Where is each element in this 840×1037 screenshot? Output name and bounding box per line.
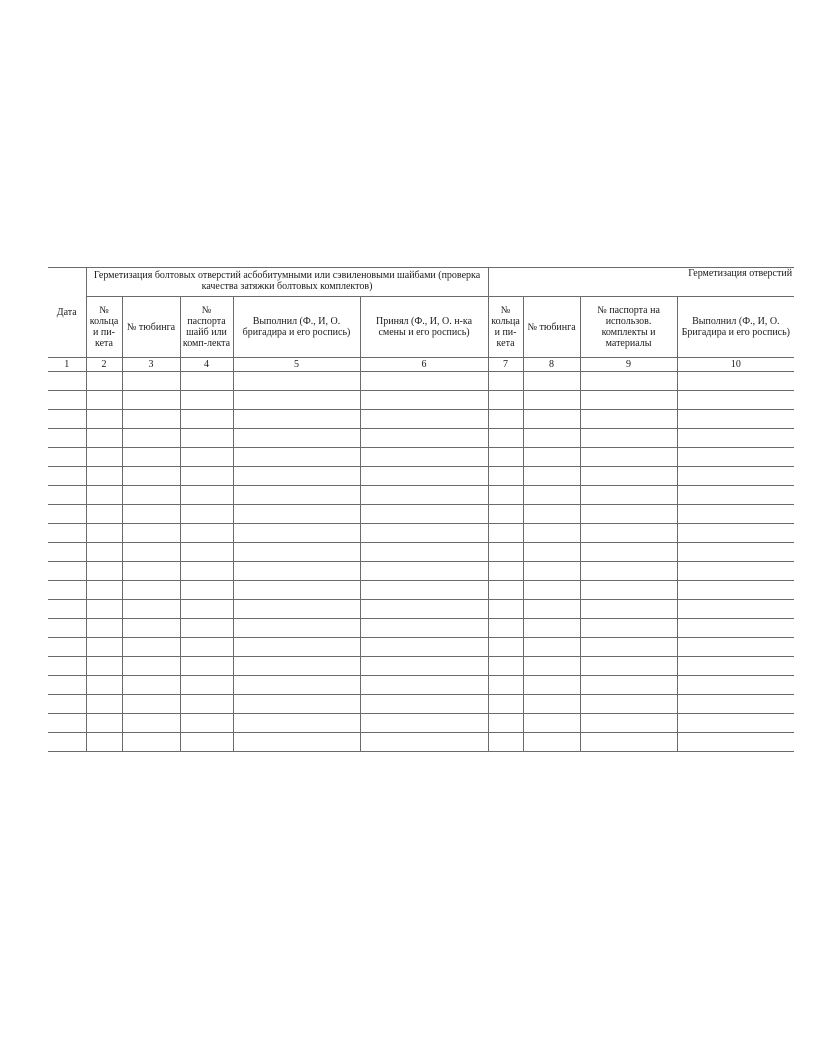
table-cell[interactable] (48, 486, 86, 505)
table-cell[interactable] (488, 657, 523, 676)
table-cell[interactable] (677, 486, 794, 505)
table-cell[interactable] (360, 524, 488, 543)
table-cell[interactable] (233, 657, 360, 676)
header-washer-passport: № паспорта шайб или комп-лекта (180, 297, 233, 358)
table-cell[interactable] (360, 410, 488, 429)
header-date: Дата (48, 268, 86, 358)
table-cell[interactable] (180, 429, 233, 448)
table-cell[interactable] (122, 695, 180, 714)
table-cell[interactable] (488, 524, 523, 543)
table-cell[interactable] (233, 676, 360, 695)
table-cell[interactable] (580, 581, 677, 600)
table-row (48, 410, 794, 429)
table-cell[interactable] (677, 638, 794, 657)
table-cell[interactable] (677, 467, 794, 486)
table-row (48, 486, 794, 505)
table-cell[interactable] (523, 638, 580, 657)
table-row (48, 676, 794, 695)
table-cell[interactable] (360, 676, 488, 695)
table-cell[interactable] (233, 429, 360, 448)
column-number: 8 (523, 358, 580, 372)
table-row (48, 733, 794, 752)
table-cell[interactable] (488, 562, 523, 581)
table-cell[interactable] (523, 543, 580, 562)
table-cell[interactable] (523, 372, 580, 391)
table-cell[interactable] (677, 714, 794, 733)
table-cell[interactable] (523, 410, 580, 429)
table-cell[interactable] (233, 372, 360, 391)
table-cell[interactable] (677, 676, 794, 695)
table-cell[interactable] (523, 562, 580, 581)
table-cell[interactable] (86, 486, 122, 505)
table-cell[interactable] (48, 448, 86, 467)
table-row (48, 638, 794, 657)
table-cell[interactable] (580, 372, 677, 391)
column-number: 1 (48, 358, 86, 372)
table-cell[interactable] (677, 695, 794, 714)
table-cell[interactable] (180, 543, 233, 562)
table-row (48, 581, 794, 600)
column-number: 10 (677, 358, 794, 372)
table-cell[interactable] (48, 600, 86, 619)
header-materials-passport: № паспорта на использов. комплекты и материалы (580, 297, 677, 358)
table-cell[interactable] (233, 562, 360, 581)
table-cell[interactable] (523, 505, 580, 524)
table-cell[interactable] (523, 391, 580, 410)
table-cell[interactable] (677, 543, 794, 562)
table-cell[interactable] (523, 486, 580, 505)
table-cell[interactable] (48, 714, 86, 733)
table-row (48, 714, 794, 733)
table-cell[interactable] (677, 733, 794, 752)
table-cell[interactable] (48, 410, 86, 429)
table-cell[interactable] (580, 429, 677, 448)
table-cell[interactable] (180, 676, 233, 695)
table-cell[interactable] (180, 505, 233, 524)
table-cell[interactable] (233, 486, 360, 505)
table-row (48, 619, 794, 638)
table-cell[interactable] (86, 733, 122, 752)
table-cell[interactable] (360, 600, 488, 619)
table-cell[interactable] (86, 467, 122, 486)
table-cell[interactable] (48, 638, 86, 657)
journal-body (48, 268, 794, 752)
header-group-hole-sealing: Герметизация отверстий (488, 268, 794, 297)
table-cell[interactable] (48, 429, 86, 448)
table-cell[interactable] (86, 410, 122, 429)
table-row (48, 372, 794, 391)
table-cell[interactable] (233, 410, 360, 429)
table-cell[interactable] (580, 543, 677, 562)
table-cell[interactable] (86, 581, 122, 600)
header-ring-number-2: № кольца и пи-кета (488, 297, 523, 358)
column-number: 5 (233, 358, 360, 372)
table-cell[interactable] (180, 581, 233, 600)
table-cell[interactable] (677, 581, 794, 600)
table-cell[interactable] (488, 448, 523, 467)
table-cell[interactable] (580, 391, 677, 410)
column-number: 3 (122, 358, 180, 372)
table-cell[interactable] (580, 486, 677, 505)
table-cell[interactable] (233, 714, 360, 733)
header-row-columns (48, 297, 794, 358)
table-cell[interactable] (48, 505, 86, 524)
table-cell[interactable] (360, 448, 488, 467)
table-cell[interactable] (677, 372, 794, 391)
table-cell[interactable] (488, 733, 523, 752)
table-row (48, 524, 794, 543)
table-cell[interactable] (580, 695, 677, 714)
table-cell[interactable] (122, 619, 180, 638)
table-cell[interactable] (360, 695, 488, 714)
table-cell[interactable] (180, 733, 233, 752)
table-cell[interactable] (86, 619, 122, 638)
table-cell[interactable] (677, 600, 794, 619)
table-cell[interactable] (233, 733, 360, 752)
table-cell[interactable] (48, 619, 86, 638)
table-cell[interactable] (523, 581, 580, 600)
table-cell[interactable] (488, 410, 523, 429)
table-cell[interactable] (180, 562, 233, 581)
table-cell[interactable] (233, 543, 360, 562)
header-accepted-by: Принял (Ф., И, О. н-ка смены и его роспись) (360, 297, 488, 358)
table-cell[interactable] (180, 695, 233, 714)
table-cell[interactable] (122, 524, 180, 543)
column-number: 7 (488, 358, 523, 372)
table-cell[interactable] (677, 448, 794, 467)
table-cell[interactable] (523, 600, 580, 619)
table-row (48, 448, 794, 467)
table-cell[interactable] (233, 467, 360, 486)
table-cell[interactable] (86, 391, 122, 410)
table-cell[interactable] (48, 676, 86, 695)
table-cell[interactable] (523, 657, 580, 676)
table-cell[interactable] (360, 429, 488, 448)
table-cell[interactable] (360, 581, 488, 600)
table-row (48, 467, 794, 486)
table-cell[interactable] (122, 600, 180, 619)
table-cell[interactable] (180, 448, 233, 467)
table-cell[interactable] (580, 410, 677, 429)
table-cell[interactable] (180, 391, 233, 410)
table-cell[interactable] (48, 581, 86, 600)
column-number: 2 (86, 358, 122, 372)
table-cell[interactable] (488, 638, 523, 657)
table-cell[interactable] (180, 410, 233, 429)
table-cell[interactable] (677, 391, 794, 410)
table-row (48, 429, 794, 448)
table-cell[interactable] (86, 448, 122, 467)
table-cell[interactable] (580, 714, 677, 733)
column-number: 4 (180, 358, 233, 372)
table-cell[interactable] (580, 676, 677, 695)
table-cell[interactable] (523, 676, 580, 695)
table-cell[interactable] (86, 372, 122, 391)
table-cell[interactable] (580, 562, 677, 581)
table-cell[interactable] (122, 562, 180, 581)
table-cell[interactable] (86, 524, 122, 543)
table-cell[interactable] (86, 695, 122, 714)
table-cell[interactable] (677, 524, 794, 543)
table-cell[interactable] (122, 543, 180, 562)
table-cell[interactable] (677, 619, 794, 638)
table-cell[interactable] (580, 600, 677, 619)
table-cell[interactable] (48, 391, 86, 410)
header-row-groups (48, 268, 794, 297)
header-performed-by-2: Выполнил (Ф., И, О. Бригадира и его роспись) (677, 297, 794, 358)
table-cell[interactable] (523, 429, 580, 448)
table-cell[interactable] (48, 543, 86, 562)
column-number: 6 (360, 358, 488, 372)
table-cell[interactable] (86, 657, 122, 676)
table-cell[interactable] (488, 600, 523, 619)
table-cell[interactable] (122, 638, 180, 657)
header-segment-number-2: № тюбинга (523, 297, 580, 358)
table-cell[interactable] (48, 733, 86, 752)
table-cell[interactable] (122, 467, 180, 486)
table-cell[interactable] (180, 372, 233, 391)
table-cell[interactable] (360, 372, 488, 391)
table-cell[interactable] (122, 391, 180, 410)
column-number-row (48, 358, 794, 372)
table-cell[interactable] (523, 733, 580, 752)
column-number: 9 (580, 358, 677, 372)
table-cell[interactable] (180, 714, 233, 733)
table-cell[interactable] (86, 429, 122, 448)
table-cell[interactable] (360, 486, 488, 505)
header-group-bolt-sealing: Герметизация болтовых отверстий асбобитумными или сэвиленовыми шайбами (проверка качества затяжки болтовых комплектов) (86, 268, 488, 297)
table-cell[interactable] (233, 448, 360, 467)
table-cell[interactable] (360, 657, 488, 676)
table-cell[interactable] (360, 562, 488, 581)
table-cell[interactable] (233, 505, 360, 524)
table-cell[interactable] (523, 619, 580, 638)
table-cell[interactable] (360, 505, 488, 524)
header-performed-by-1: Выполнил (Ф., И, О. бригадира и его роспись) (233, 297, 360, 358)
table-cell[interactable] (360, 619, 488, 638)
table-row (48, 543, 794, 562)
table-cell[interactable] (86, 638, 122, 657)
table-cell[interactable] (180, 619, 233, 638)
table-cell[interactable] (233, 695, 360, 714)
table-cell[interactable] (488, 714, 523, 733)
table-cell[interactable] (523, 714, 580, 733)
table-cell[interactable] (488, 505, 523, 524)
table-cell[interactable] (48, 562, 86, 581)
table-cell[interactable] (488, 467, 523, 486)
table-cell[interactable] (48, 524, 86, 543)
table-cell[interactable] (677, 410, 794, 429)
table-cell[interactable] (180, 486, 233, 505)
table-cell[interactable] (122, 429, 180, 448)
table-row (48, 562, 794, 581)
table-cell[interactable] (488, 676, 523, 695)
table-row (48, 657, 794, 676)
table-cell[interactable] (86, 676, 122, 695)
table-cell[interactable] (488, 429, 523, 448)
table-cell[interactable] (180, 600, 233, 619)
table-cell[interactable] (360, 543, 488, 562)
table-cell[interactable] (360, 733, 488, 752)
table-cell[interactable] (677, 562, 794, 581)
table-cell[interactable] (580, 619, 677, 638)
table-cell[interactable] (233, 524, 360, 543)
table-row (48, 391, 794, 410)
table-cell[interactable] (233, 391, 360, 410)
table-cell[interactable] (233, 600, 360, 619)
table-cell[interactable] (580, 733, 677, 752)
table-cell[interactable] (48, 467, 86, 486)
table-cell[interactable] (580, 505, 677, 524)
table-cell[interactable] (86, 714, 122, 733)
table-cell[interactable] (488, 543, 523, 562)
table-cell[interactable] (488, 372, 523, 391)
table-cell[interactable] (122, 410, 180, 429)
table-cell[interactable] (677, 429, 794, 448)
table-cell[interactable] (86, 543, 122, 562)
table-cell[interactable] (122, 448, 180, 467)
table-cell[interactable] (122, 505, 180, 524)
table-cell[interactable] (233, 581, 360, 600)
table-cell[interactable] (48, 372, 86, 391)
table-cell[interactable] (122, 486, 180, 505)
table-cell[interactable] (180, 657, 233, 676)
table-cell[interactable] (488, 581, 523, 600)
table-cell[interactable] (677, 657, 794, 676)
table-row (48, 600, 794, 619)
table-cell[interactable] (677, 505, 794, 524)
table-cell[interactable] (233, 638, 360, 657)
table-cell[interactable] (523, 695, 580, 714)
table-cell[interactable] (523, 467, 580, 486)
table-cell[interactable] (580, 524, 677, 543)
table-cell[interactable] (48, 657, 86, 676)
table-cell[interactable] (360, 714, 488, 733)
table-cell[interactable] (580, 638, 677, 657)
table-cell[interactable] (580, 448, 677, 467)
table-cell[interactable] (48, 695, 86, 714)
table-cell[interactable] (360, 638, 488, 657)
header-segment-number-1: № тюбинга (122, 297, 180, 358)
table-cell[interactable] (180, 638, 233, 657)
table-cell[interactable] (86, 600, 122, 619)
table-cell[interactable] (488, 619, 523, 638)
table-cell[interactable] (523, 524, 580, 543)
table-cell[interactable] (233, 619, 360, 638)
table-cell[interactable] (360, 391, 488, 410)
journal-table (48, 267, 794, 752)
table-cell[interactable] (122, 581, 180, 600)
table-cell[interactable] (580, 467, 677, 486)
table-cell[interactable] (122, 657, 180, 676)
table-cell[interactable] (523, 448, 580, 467)
table-cell[interactable] (488, 695, 523, 714)
table-cell[interactable] (488, 486, 523, 505)
table-cell[interactable] (180, 524, 233, 543)
table-row (48, 505, 794, 524)
header-ring-number-1: № кольца и пи-кета (86, 297, 122, 358)
table-cell[interactable] (580, 657, 677, 676)
table-cell[interactable] (180, 467, 233, 486)
table-cell[interactable] (122, 676, 180, 695)
table-cell[interactable] (122, 733, 180, 752)
table-cell[interactable] (86, 505, 122, 524)
table-cell[interactable] (360, 467, 488, 486)
table-cell[interactable] (122, 372, 180, 391)
table-cell[interactable] (122, 714, 180, 733)
table-cell[interactable] (488, 391, 523, 410)
table-cell[interactable] (86, 562, 122, 581)
table-row (48, 695, 794, 714)
